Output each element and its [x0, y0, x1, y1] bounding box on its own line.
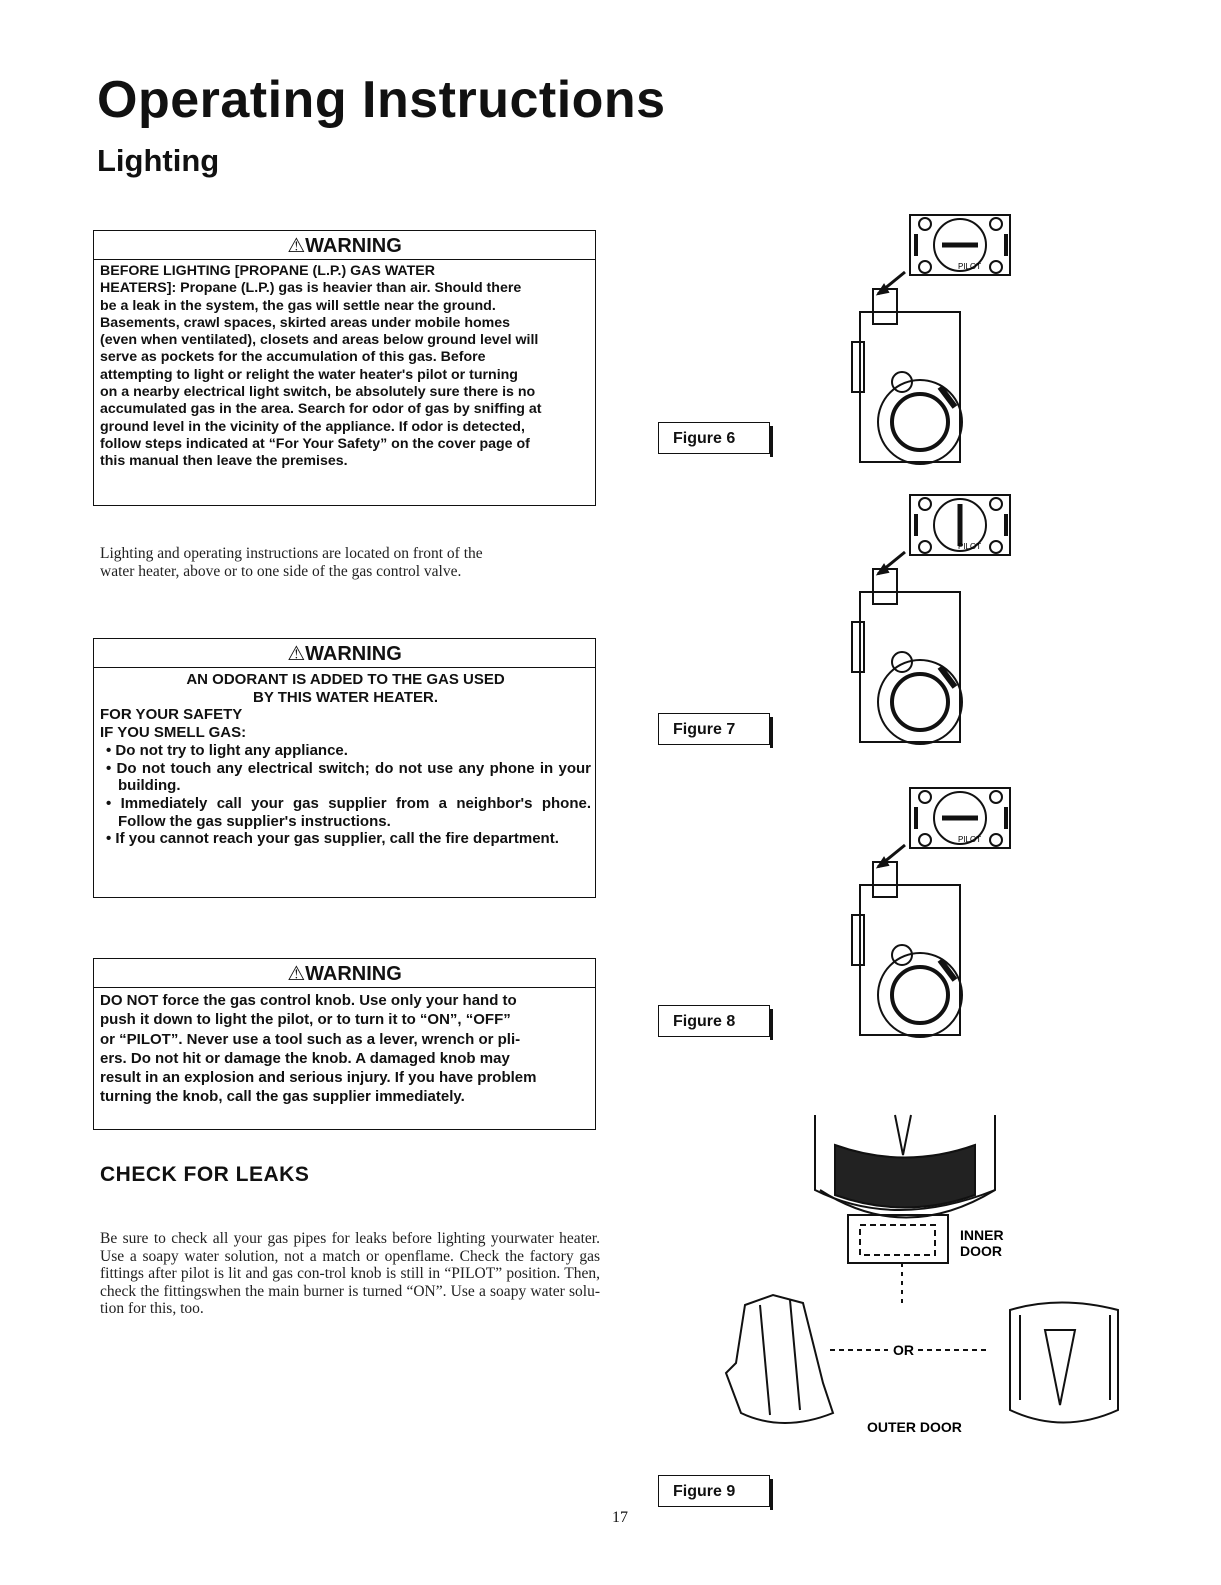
text-line: Basements, crawl spaces, skirted areas under mobile homes	[100, 314, 511, 331]
figure-7-label: Figure 7	[658, 713, 770, 745]
inner-door-label-2: DOOR	[960, 1243, 1002, 1259]
warning-heading: ⚠WARNING	[94, 639, 595, 668]
gas-valve-diagram-fig7	[830, 492, 1020, 757]
text-line: push it down to light the pilot, or to turn it to “ON”, “OFF”	[100, 1011, 511, 1029]
page-title: Operating Instructions	[97, 71, 666, 129]
page-number: 17	[612, 1509, 628, 1526]
warning-text	[94, 988, 595, 1110]
warning-text	[94, 260, 595, 474]
figure-9-label: Figure 9	[658, 1475, 770, 1507]
list-item: • Do not touch any electrical switch; do not use any phone in your building.	[106, 759, 591, 795]
text-line: flame. Check the factory gas fittings after pilot is lit and gas con-	[100, 1247, 600, 1282]
pilot-label: PILOT	[958, 262, 982, 271]
text-line: be a leak in the system, the gas will settle near the ground.	[100, 297, 496, 314]
warning-box-odorant	[93, 638, 596, 898]
list-item: • Immediately call your gas supplier from a neighbor's phone. Follow the gas supplier's instructions.	[106, 794, 591, 830]
warning-triangle-icon: ⚠	[287, 643, 306, 665]
warning-heading: ⚠WARNING	[94, 231, 595, 260]
text-line: trol knob is still in “PILOT” position. Then, check the fittings	[100, 1265, 600, 1300]
text-line: water heater. Use a soapy water solution, not a match or open	[100, 1230, 600, 1265]
text-line: (even when ventilated), closets and areas below ground level will	[100, 332, 539, 349]
list-item: • If you cannot reach your gas supplier, call the fire department.	[106, 830, 559, 848]
outer-door-label: OUTER DOOR	[867, 1419, 962, 1435]
text-line: tion for this, too.	[100, 1300, 204, 1317]
text-line: follow steps indicated at “For Your Safety” on the cover page of	[100, 435, 530, 452]
gas-valve-diagram-fig8	[830, 785, 1020, 1050]
text-line: or “PILOT”. Never use a tool such as a lever, wrench or pli-	[100, 1030, 521, 1048]
inner-door-label-1: INNER	[960, 1227, 1004, 1243]
warning-triangle-icon: ⚠	[287, 963, 306, 985]
or-label: OR	[893, 1342, 914, 1358]
intro-paragraph: Lighting and operating instructions are located on front of the water heater, above or to one side of the gas control valve.	[100, 545, 483, 580]
section-title: Lighting	[97, 143, 220, 178]
pilot-label: PILOT	[958, 542, 982, 551]
text-line: DO NOT force the gas control knob. Use only your hand to	[100, 992, 517, 1009]
text-line: attempting to light or relight the water heater's pilot or turning	[100, 366, 518, 383]
text-line: accumulated gas in the area. Search for odor of gas by sniffing at	[100, 401, 542, 418]
check-leaks-heading: CHECK FOR LEAKS	[100, 1163, 310, 1186]
text-line: HEATERS]: Propane (L.P.) gas is heavier than air. Should there	[100, 280, 522, 297]
water-heater-doors-diagram	[720, 1110, 1130, 1450]
gas-valve-diagram-fig6	[830, 212, 1020, 477]
check-leaks-paragraph	[100, 1230, 600, 1318]
list-item: • Do not try to light any appliance.	[106, 741, 348, 759]
text-line: BEFORE LIGHTING [PROPANE (L.P.) GAS WATER	[100, 263, 435, 279]
warning-triangle-icon: ⚠	[287, 235, 306, 257]
text-line: serve as pockets for the accumulation of this gas. Before	[100, 349, 486, 366]
warning-text: AN ODORANT IS ADDED TO THE GAS USED BY THIS WATER HEATER. FOR YOUR SAFETY IF YOU SMELL GAS: • Do not try to light any appliance. • Do not touch any electrical switch; do not use any phone in your building. • Immediately call your gas supplier from a neighbor's phone. Follow the gas supplier's instructions. • If you cannot reach your gas supplier, call the fire department.	[100, 671, 591, 848]
warning-heading: ⚠WARNING	[94, 959, 595, 988]
warning-box-propane	[93, 230, 596, 506]
warning-box-knob	[93, 958, 596, 1130]
figure-8-label: Figure 8	[658, 1005, 770, 1037]
text-line: ers. Do not hit or damage the knob. A damaged knob may	[100, 1049, 510, 1067]
text-line: when the main burner is turned “ON”. Use a soapy water solu-	[207, 1282, 600, 1300]
text-line: turning the knob, call the gas supplier immediately.	[100, 1088, 465, 1106]
text-line: on a nearby electrical light switch, be absolutely sure there is no	[100, 384, 536, 401]
text-line: result in an explosion and serious injury. If you have problem	[100, 1069, 537, 1087]
text-line: Be sure to check all your gas pipes for leaks before lighting your	[100, 1230, 520, 1247]
text-line: ground level in the vicinity of the appliance. If odor is detected,	[100, 418, 525, 435]
figure-6-label: Figure 6	[658, 422, 770, 454]
text-line: this manual then leave the premises.	[100, 453, 348, 470]
pilot-label: PILOT	[958, 835, 982, 844]
